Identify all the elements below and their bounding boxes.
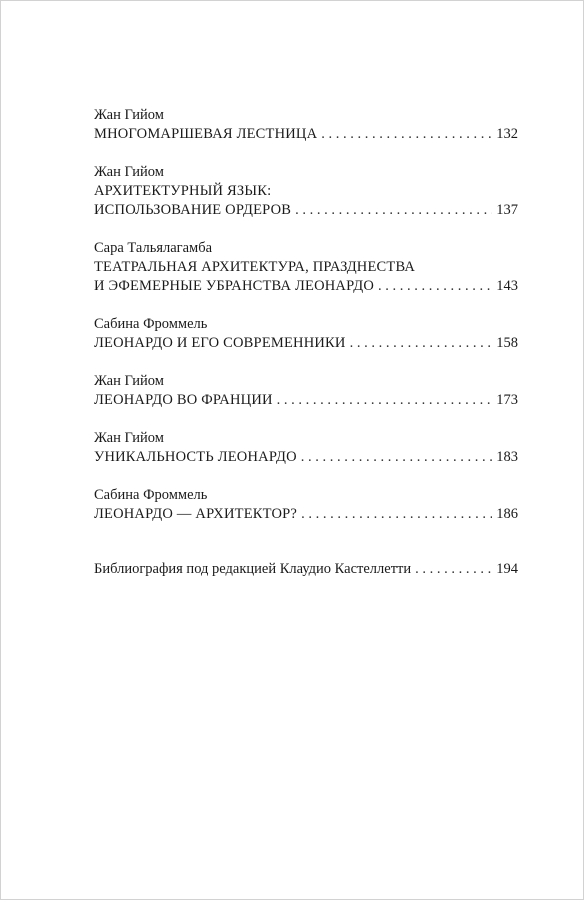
toc-entry <box>94 239 518 296</box>
toc-entry-title: ИСПОЛЬЗОВАНИЕ ОРДЕРОВ <box>94 202 292 218</box>
toc-entry-title-row <box>94 125 518 144</box>
toc-entry-page-number: 186 <box>496 506 518 522</box>
toc-entry-title: АРХИТЕКТУРНЫЙ ЯЗЫК: <box>94 183 272 199</box>
toc-entry-author: Сара Тальялагамба <box>94 240 213 256</box>
toc-entry-author: Жан Гийом <box>94 107 164 123</box>
toc-entry-page-number: 137 <box>496 202 518 218</box>
toc-entry-title-row <box>94 560 518 579</box>
toc-entry-author: Жан Гийом <box>94 164 164 180</box>
toc-entry-title: ЛЕОНАРДО — АРХИТЕКТОР? <box>94 506 298 522</box>
toc-entry-title-row <box>94 334 518 353</box>
dot-leader <box>277 391 493 410</box>
toc-entry-title: ЛЕОНАРДО И ЕГО СОВРЕМЕННИКИ <box>94 335 346 351</box>
toc-entry-title: УНИКАЛЬНОСТЬ ЛЕОНАРДО <box>94 449 297 465</box>
toc-entry-author: Жан Гийом <box>94 430 164 446</box>
toc-entry-page-number: 173 <box>496 392 518 408</box>
table-of-contents <box>94 106 518 598</box>
dot-leader <box>295 201 492 220</box>
toc-entry-author: Жан Гийом <box>94 373 164 389</box>
toc-entry-title: ТЕАТРАЛЬНАЯ АРХИТЕКТУРА, ПРАЗДНЕСТВА <box>94 259 416 275</box>
dot-leader <box>301 505 492 524</box>
toc-entry-page-number: 143 <box>496 278 518 294</box>
toc-entry-title-row <box>94 505 518 524</box>
toc-entry-page-number: 158 <box>496 335 518 351</box>
toc-entry-title: ЛЕОНАРДО ВО ФРАНЦИИ <box>94 392 273 408</box>
toc-entry <box>94 486 518 524</box>
toc-entry <box>94 106 518 144</box>
toc-entry-title: И ЭФЕМЕРНЫЕ УБРАНСТВА ЛЕОНАРДО <box>94 278 375 294</box>
dot-leader <box>350 334 493 353</box>
toc-entry-title-row <box>94 448 518 467</box>
toc-entry <box>94 429 518 467</box>
bibliography-title: Библиография под редакцией Клаудио Кастеллетти <box>94 561 412 577</box>
toc-bibliography-entry <box>94 560 518 579</box>
toc-entry-page-number: 132 <box>496 126 518 142</box>
dot-leader <box>321 125 492 144</box>
toc-entry-page-number: 183 <box>496 449 518 465</box>
toc-entry-title-row <box>94 201 518 220</box>
toc-entry <box>94 315 518 353</box>
toc-entry <box>94 163 518 220</box>
dot-leader <box>378 277 492 296</box>
bibliography-page-number: 194 <box>496 561 518 577</box>
toc-entry-title-row <box>94 277 518 296</box>
toc-entry-author: Сабина Фроммель <box>94 316 208 332</box>
dot-leader <box>301 448 492 467</box>
toc-entry <box>94 372 518 410</box>
toc-entry-author: Сабина Фроммель <box>94 487 208 503</box>
toc-entry-title-row <box>94 391 518 410</box>
dot-leader <box>415 560 492 579</box>
toc-entry-title: МНОГОМАРШЕВАЯ ЛЕСТНИЦА <box>94 126 318 142</box>
